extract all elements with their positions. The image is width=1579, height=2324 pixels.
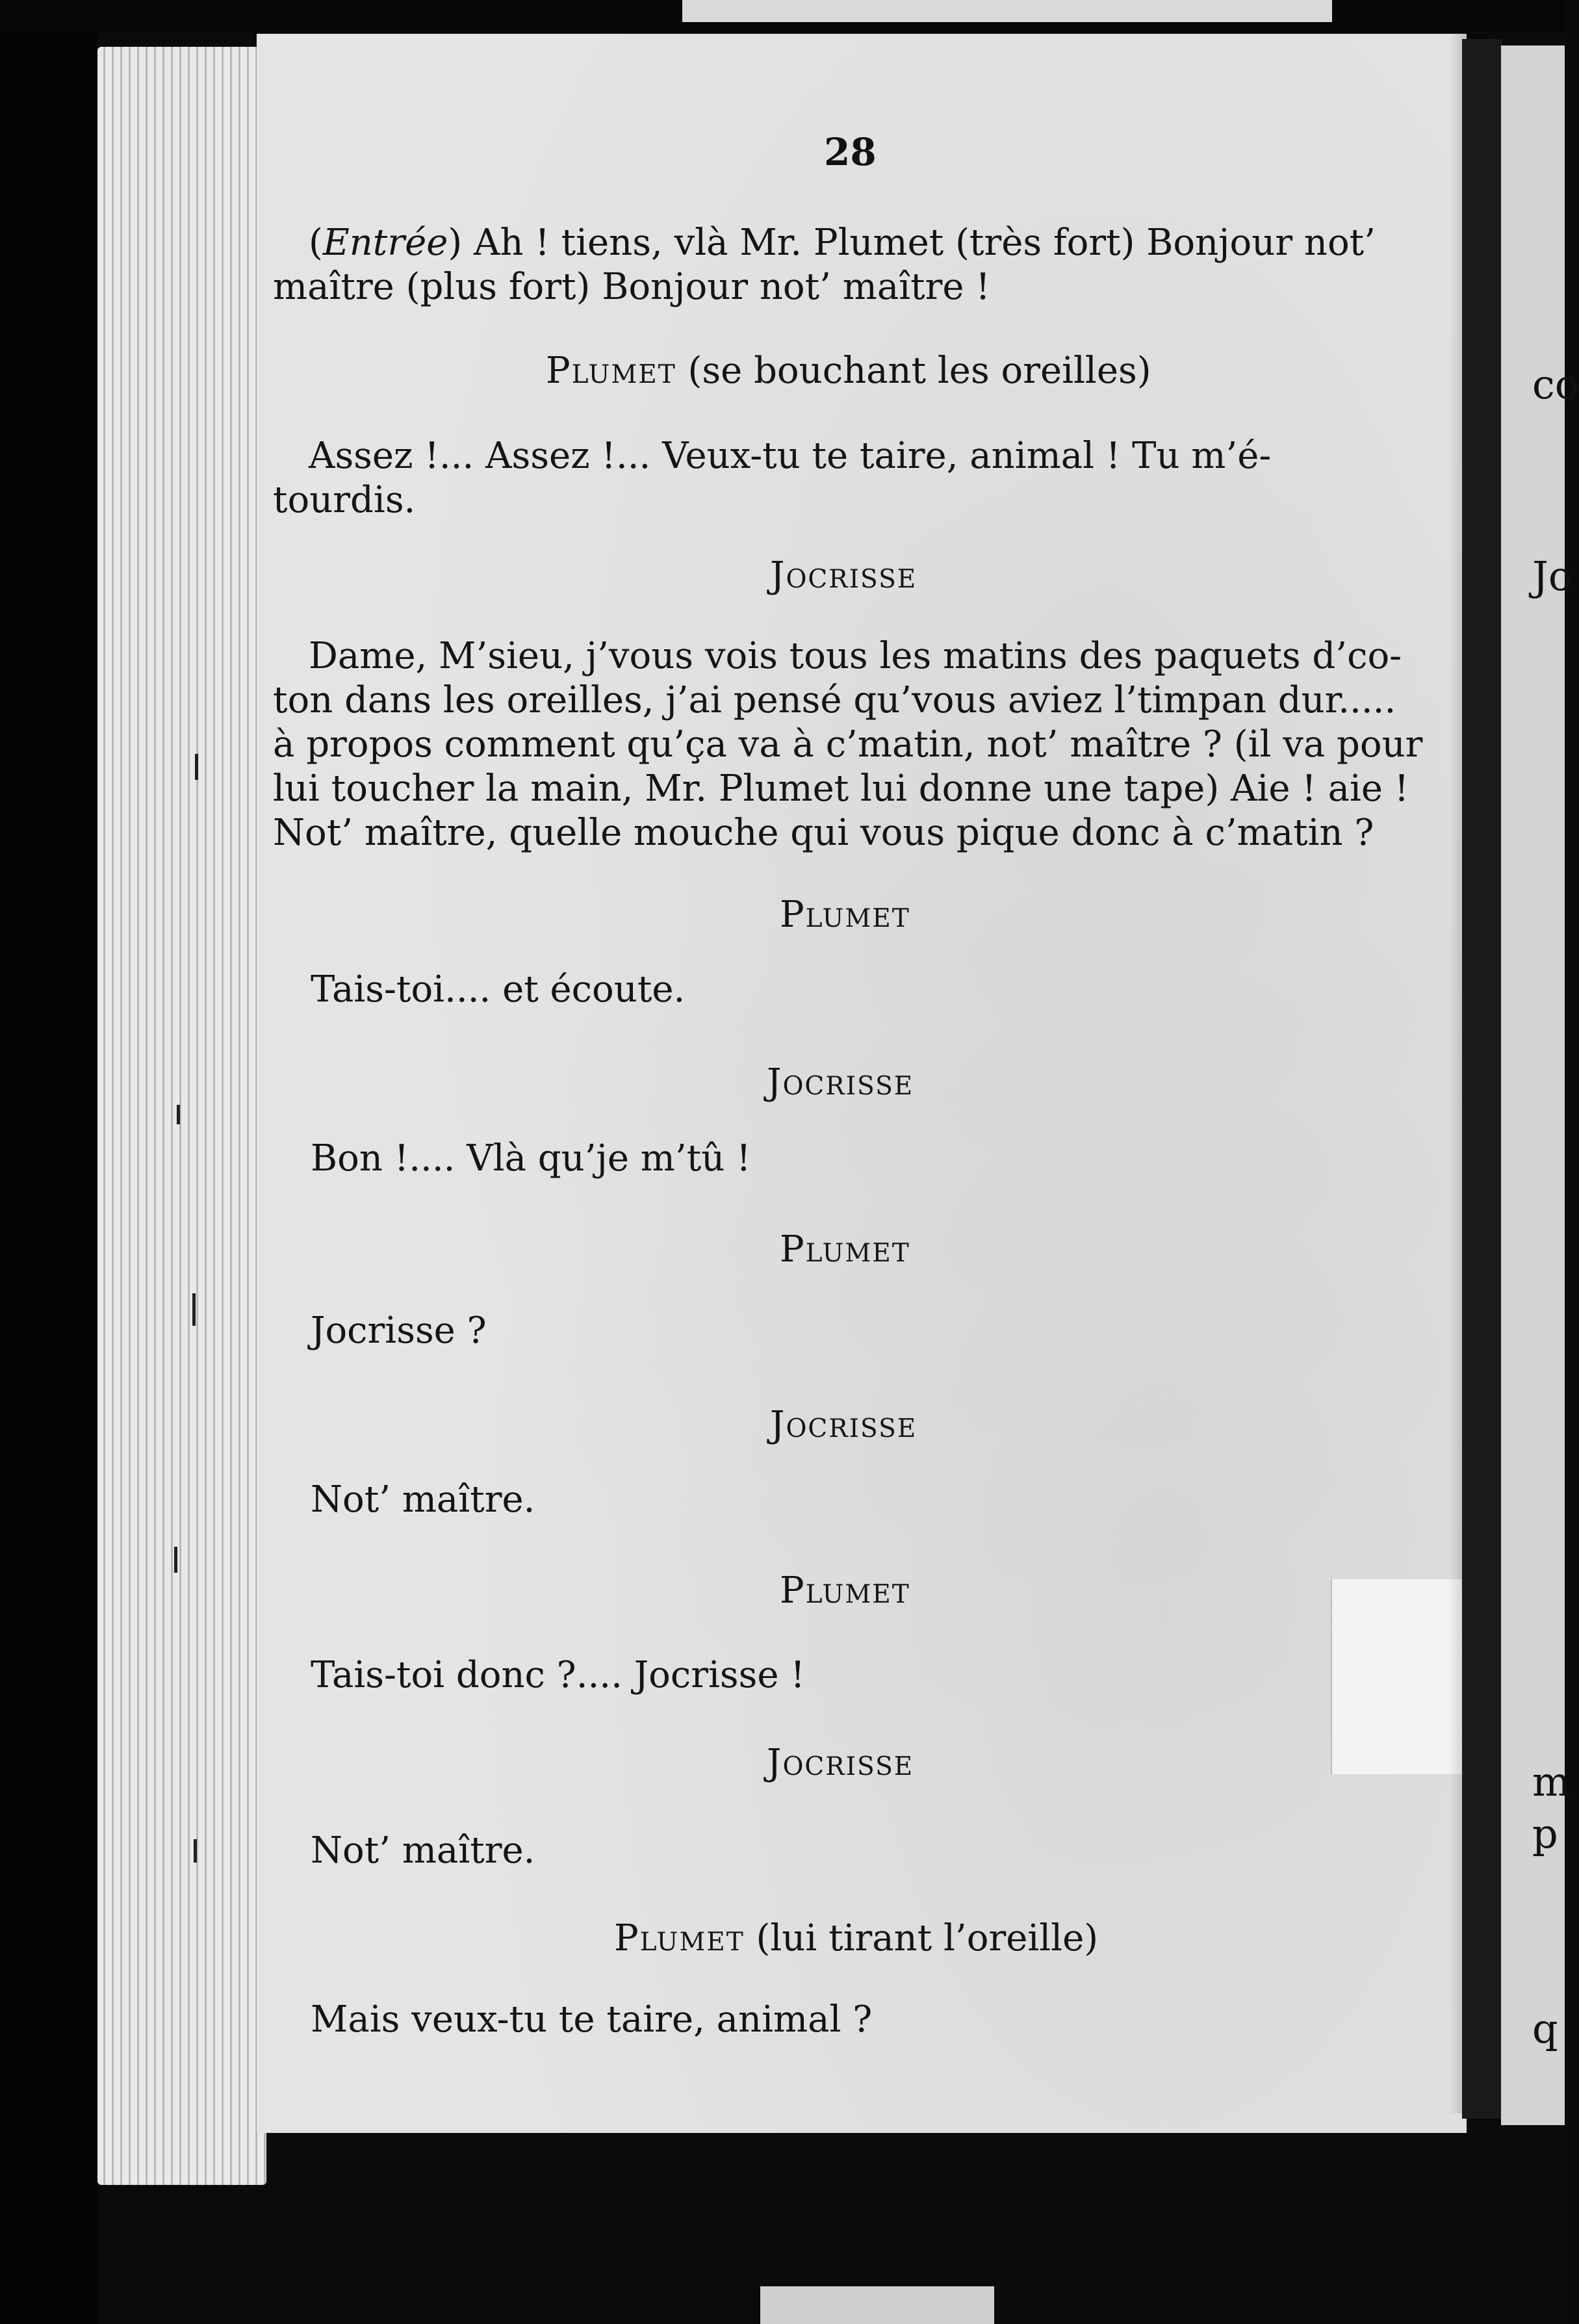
facing-page-fragment: q [1532, 2005, 1558, 2052]
dialogue-line: Tais-toi donc ?.... Jocrisse ! [311, 1654, 805, 1696]
dialogue-line: Tais-toi.... et écoute. [311, 968, 686, 1011]
paragraph-line: Dame, M’sieu, j’vous vois tous les matins des paquets d’co- [309, 635, 1402, 677]
margin-mark [174, 1547, 177, 1573]
paragraph-line: lui toucher la main, Mr. Plumet lui donne une tape) Aie ! aie ! [273, 768, 1409, 810]
speaker-heading [780, 894, 910, 936]
paragraph-line: (Entrée) Ah ! tiens, vlà Mr. Plumet (très fort) Bonjour not’ [309, 222, 1376, 264]
paragraph-line: ton dans les oreilles, j’ai pensé qu’vous aviez l’timpan dur..... [273, 679, 1396, 721]
paragraph-line: Assez !... Assez !... Veux-tu te taire, animal ! Tu m’é- [309, 435, 1272, 477]
dialogue-line: Mais veux-tu te taire, animal ? [311, 1998, 873, 2041]
book-spine [1462, 39, 1502, 2119]
stage-entry-paragraph [273, 221, 1423, 309]
speaker-heading [767, 1061, 914, 1104]
stage-direction-italic: Entrée [322, 222, 448, 264]
paragraph-text: Ah ! tiens, vlà Mr. Plumet (très fort) Bonjour not’ [474, 222, 1376, 264]
stacked-page-edges [97, 47, 266, 2185]
paragraph-line: tourdis. [273, 479, 416, 521]
margin-mark [177, 1105, 180, 1124]
page-number: 28 [824, 130, 877, 174]
speaker-heading [770, 554, 917, 597]
margin-mark [195, 754, 198, 780]
speaker-name: Jocrisse [767, 1061, 914, 1104]
dialogue-line: Not’ maître. [311, 1829, 535, 1872]
margin-mark [194, 1839, 197, 1863]
top-edge-paper [682, 0, 1332, 22]
speaker-heading [770, 1404, 917, 1446]
scan-border-left [0, 0, 97, 2324]
paragraph-line: Not’ maître, quelle mouche qui vous pique donc à c’matin ? [273, 812, 1374, 854]
dialogue-line: Not’ maître. [311, 1478, 535, 1521]
bottom-edge-paper [760, 2286, 994, 2324]
stage-direction: (lui tirant l’oreille) [756, 1917, 1099, 1959]
stage-direction: (se bouchant les oreilles) [687, 350, 1151, 392]
speaker-name: Jocrisse [770, 554, 918, 597]
speaker-name: Plumet [546, 350, 676, 392]
facing-page-fragment: Jo [1532, 552, 1573, 600]
speaker-name: Jocrisse [767, 1742, 914, 1784]
speaker-heading [780, 1228, 910, 1271]
paper-slip [1331, 1579, 1462, 1774]
margin-mark [192, 1293, 196, 1326]
dialogue-paragraph [273, 634, 1423, 855]
dialogue-paragraph [273, 434, 1423, 523]
speaker-name: Plumet [780, 1228, 910, 1271]
facing-page-fragment: p [1532, 1810, 1558, 1857]
dialogue-line: Jocrisse ? [311, 1310, 487, 1352]
facing-page-fragment: co [1532, 361, 1579, 408]
speaker-name: Plumet [780, 894, 910, 936]
speaker-heading [614, 1917, 1098, 1959]
paragraph-line: maître (plus fort) Bonjour not’ maître ! [273, 266, 990, 308]
speaker-name: Plumet [614, 1917, 745, 1959]
dialogue-line: Bon !.... Vlà qu’je m’tû ! [311, 1137, 751, 1180]
speaker-heading [767, 1742, 914, 1784]
speaker-heading [780, 1569, 910, 1612]
facing-page-fragment: m [1532, 1758, 1571, 1805]
speaker-name: Plumet [780, 1569, 910, 1612]
paragraph-line: à propos comment qu’ça va à c’matin, not’ maître ? (il va pour [273, 723, 1423, 766]
speaker-name: Jocrisse [770, 1404, 918, 1446]
speaker-heading [546, 350, 1151, 392]
